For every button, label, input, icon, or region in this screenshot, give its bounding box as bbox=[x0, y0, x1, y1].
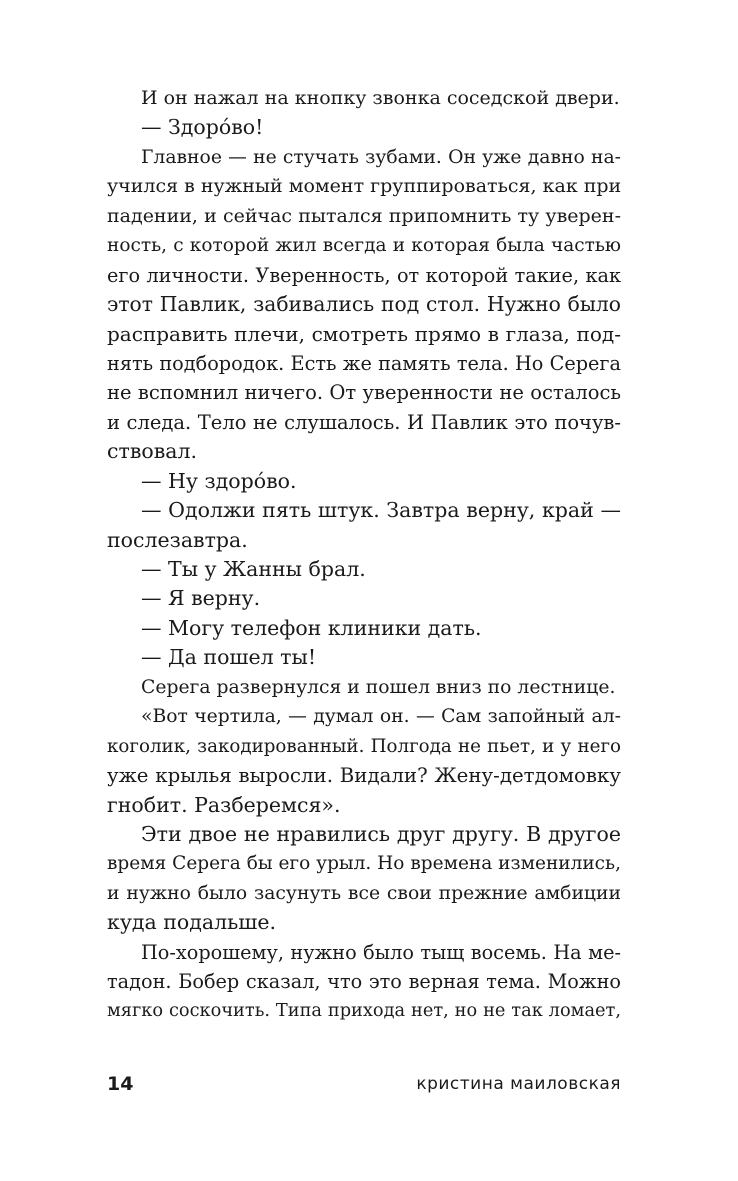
text-line: этот Павлик, забивались под стол. Нужно было bbox=[107, 292, 621, 317]
text-line: коголик, закодированный. Полгода не пьет, и у него bbox=[107, 735, 621, 757]
page-footer bbox=[107, 1071, 621, 1097]
text-line: куда подальше. bbox=[107, 910, 276, 935]
text-line: тадон. Бобер сказал, что это верная тема. Можно bbox=[107, 970, 621, 994]
text-line: учился в нужный момент группироваться, как при bbox=[107, 175, 621, 198]
text-line: не вспомнил ничего. От уверенности не осталось bbox=[107, 381, 621, 405]
text-line: послезавтра. bbox=[107, 527, 248, 552]
page-number: 14 bbox=[107, 1073, 134, 1095]
text-line: мягко соскочить. Типа прихода нет, но не так ломает, bbox=[107, 1000, 621, 1021]
text-line: его личности. Уверенность, от которой такие, как bbox=[107, 263, 621, 287]
text-line: падении, и сейчас пытался припомнить ту уверен- bbox=[107, 204, 621, 227]
text-line: — Я верну. bbox=[141, 586, 261, 611]
text-line: ствовал. bbox=[107, 439, 198, 464]
text-line: — Одолжи пять штук. Завтра верну, край — bbox=[141, 498, 621, 523]
text-line: Эти двое не нравились друг другу. В другое bbox=[141, 821, 621, 846]
text-line: нять подбородок. Есть же память тела. Но Серега bbox=[107, 351, 621, 375]
text-line: ность, с которой жил всегда и которая была частью bbox=[107, 235, 621, 257]
text-line: Серега развернулся и пошел вниз по лестнице. bbox=[141, 676, 616, 698]
text-line: И он нажал на кнопку звонка соседской двери. bbox=[141, 87, 620, 109]
text-line: время Серега бы его урыл. Но времена изменились, bbox=[107, 853, 621, 875]
text-line: Главное — не стучать зубами. Он уже давно на- bbox=[141, 146, 621, 168]
text-line: уже крылья выросли. Видали? Жену-детдомовку bbox=[107, 764, 621, 788]
text-line: — Ты у Жанны брал. bbox=[141, 557, 366, 581]
text-line: и следа. Тело не слушалось. И Павлик это почув- bbox=[107, 410, 621, 434]
text-line: «Вот чертила, — думал он. — Сам запойный ал- bbox=[141, 706, 621, 728]
running-head-author: кристина маиловская bbox=[416, 1074, 621, 1094]
book-page-text bbox=[107, 84, 621, 1026]
text-line: расправить плечи, смотреть прямо в глаза, под- bbox=[107, 321, 621, 346]
text-line: — Здоро́во! bbox=[141, 115, 264, 140]
text-line: гнобит. Разберемся». bbox=[107, 792, 341, 817]
text-line: По-хорошему, нужно было тыщ восемь. На ме- bbox=[141, 940, 621, 964]
text-line: — Могу телефон клиники дать. bbox=[141, 615, 482, 640]
text-line: — Да пошел ты! bbox=[141, 645, 317, 670]
text-line: — Ну здоро́во. bbox=[141, 468, 297, 493]
text-line: и нужно было засунуть все свои прежние амбиции bbox=[107, 882, 621, 904]
